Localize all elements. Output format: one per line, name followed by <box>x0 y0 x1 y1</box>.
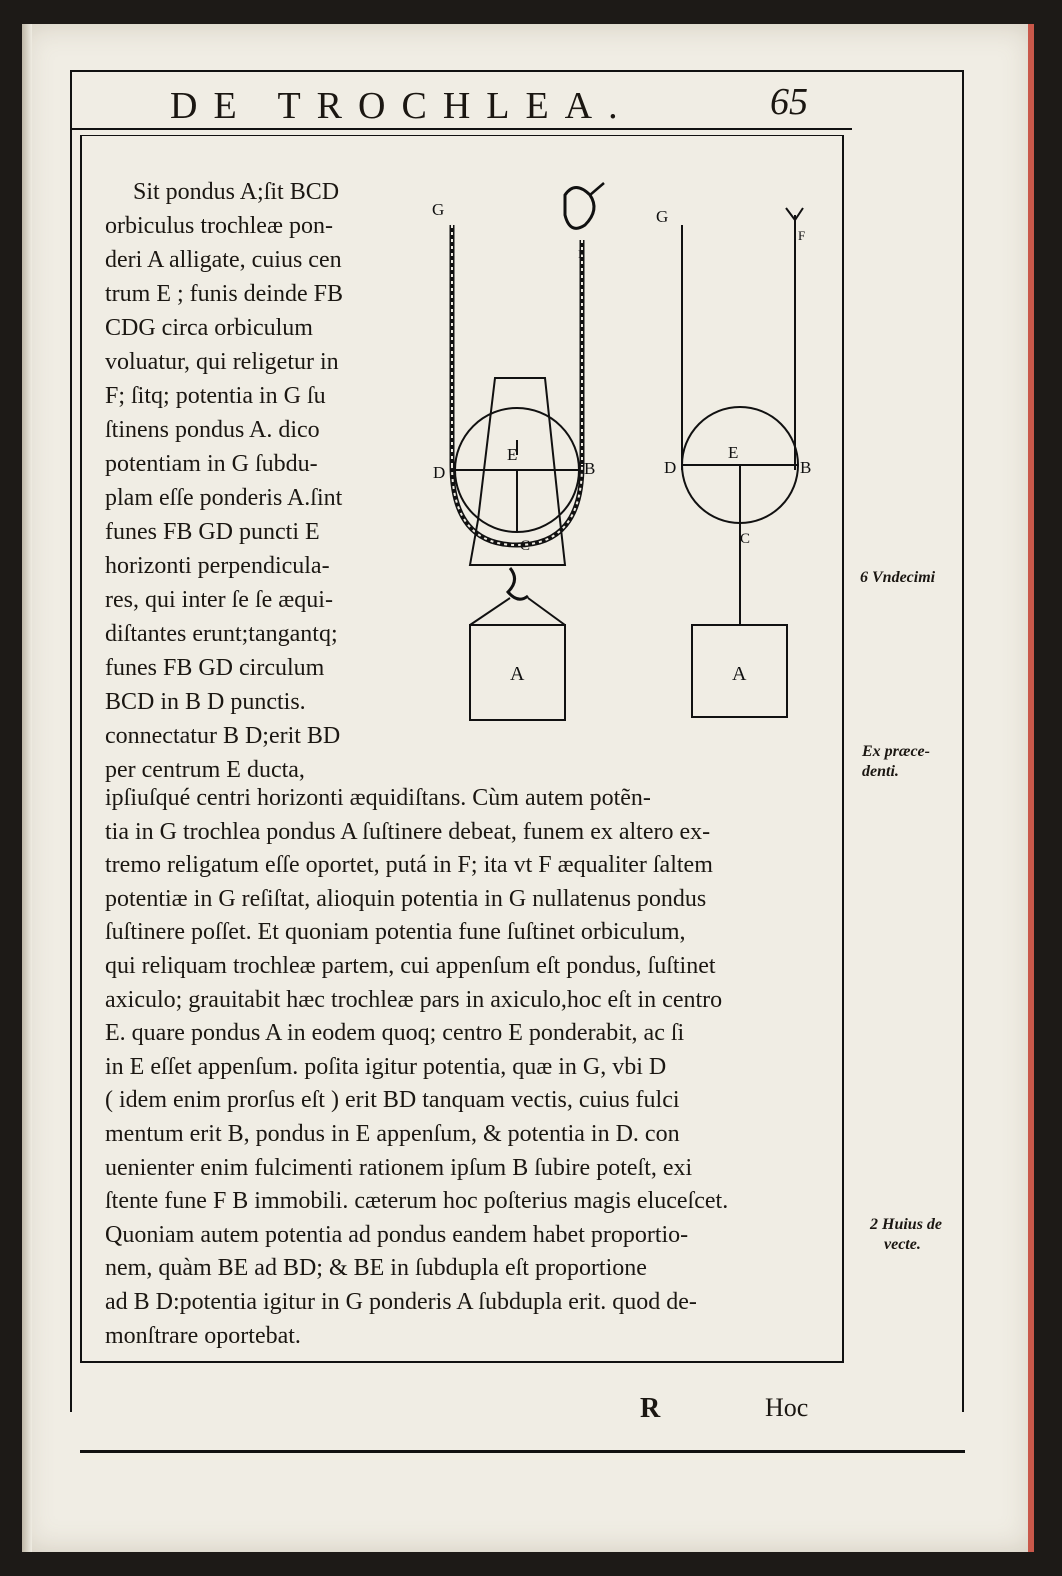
margin-note-3 <box>870 1215 942 1255</box>
text-line: connectatur B D;erit BD <box>105 723 341 749</box>
text-line: funes FB GD circulum <box>105 655 325 681</box>
right-label-d: D <box>664 458 677 477</box>
right-label-g: G <box>656 207 669 226</box>
text-line: monſtrare oportebat. <box>105 1322 301 1349</box>
margin-note-2-line-1: Ex præce- <box>862 743 930 760</box>
page-title: DE TROCHLEA. <box>170 85 634 127</box>
text-line: plam eſſe ponderis A.ſint <box>105 485 343 511</box>
text-line: ipſiuſqué centri horizonti æquidiſtans. Cùm autem potẽn- <box>105 785 651 811</box>
right-label-a: A <box>732 663 747 685</box>
text-line: funes FB GD puncti E <box>105 519 320 545</box>
text-line: ad B D:potentia igitur in G ponderis A ſubdupla erit. quod de- <box>105 1288 697 1315</box>
text-line: ſtente fune F B immobili. cæterum hoc poſterius magis eluceſcet. <box>105 1188 729 1215</box>
text-line: F; ſitq; potentia in G ſu <box>105 383 326 409</box>
right-label-e: E <box>728 443 739 462</box>
text-line: ſtinens pondus A. dico <box>105 417 320 443</box>
left-label-f: F <box>578 247 585 261</box>
text-line: E. quare pondus A in eodem quoq; centro E ponderabit, ac ſi <box>105 1020 685 1047</box>
text-line: ( idem enim prorſus eſt ) erit BD tanquam vectis, cuius fulci <box>105 1087 680 1114</box>
text-line: Quoniam autem potentia ad pondus eandem habet proportio- <box>105 1221 689 1248</box>
text-line: qui reliquam trochleæ partem, cui appenſum eſt pondus, ſuſtinet <box>105 952 716 979</box>
text-line: in E eſſet appenſum. poſita igitur potentia, quæ in G, vbi D <box>105 1053 667 1080</box>
left-label-c: C <box>520 538 531 554</box>
text-line: ſuſtinere poſſet. Et quoniam potentia fune ſuſtinet orbiculum, <box>105 919 686 946</box>
text-line: tia in G trochlea pondus A ſuſtinere debeat, funem ex altero ex- <box>105 818 711 845</box>
margin-note-1: 6 Vndecimi <box>860 569 936 586</box>
text-line: CDG circa orbiculum <box>105 315 313 341</box>
text-line: res, qui inter ſe ſe æqui- <box>105 587 333 613</box>
text-line: nem, quàm BE ad BD; & BE in ſubdupla eſt proportione <box>105 1255 647 1282</box>
text-line: BCD in B D punctis. <box>105 689 306 715</box>
margin-note-2-line-2: denti. <box>862 763 899 780</box>
text-line: trum E ; funis deinde FB <box>105 281 343 307</box>
text-line: axiculo; grauitabit hæc trochleæ pars in axiculo,hoc eſt in centro <box>105 986 723 1013</box>
lower-knot <box>508 568 528 599</box>
left-label-b: B <box>584 459 596 478</box>
left-pulley-figure <box>452 183 604 720</box>
page-number: 65 <box>770 81 808 123</box>
right-pulley-figure <box>682 208 806 717</box>
signature-mark: R <box>640 1393 661 1424</box>
full-width-text <box>105 782 855 1353</box>
left-label-a: A <box>510 663 525 685</box>
margin-note-3-line-1: 2 Huius de <box>870 1216 943 1233</box>
left-label-d: D <box>433 463 446 482</box>
text-line: horizonti perpendicula- <box>105 553 330 579</box>
right-label-f: F <box>798 228 806 243</box>
margin-note-2 <box>862 742 930 782</box>
text-line: uenienter enim fulcimenti rationem ipſum B ſubire poteſt, exi <box>105 1154 693 1181</box>
left-label-g: G <box>432 200 445 219</box>
right-label-c: C <box>740 531 751 547</box>
text-line: potentiæ in G reſiſtat, alioquin potentia in G nullatenus pondus <box>105 885 707 912</box>
text-line: potentiam in G ſubdu- <box>105 451 318 477</box>
text-line: orbiculus trochleæ pon- <box>105 213 333 239</box>
text-line: deri A alligate, cuius cen <box>105 247 342 273</box>
text-line: Sit pondus A;ſit BCD <box>133 179 340 205</box>
text-line: mentum erit B, pondus in E appenſum, & potentia in D. con <box>105 1120 680 1147</box>
text-line: tremo religatum eſſe oportet, putá in F; ita vt F æqualiter ſaltem <box>105 852 713 879</box>
catchword: Hoc <box>765 1393 809 1422</box>
right-label-b: B <box>800 458 812 477</box>
text-line: per centrum E ducta, <box>105 757 305 783</box>
top-knot <box>565 188 594 229</box>
margin-note-3-line-2: vecte. <box>884 1236 921 1253</box>
narrow-text-column <box>105 175 395 787</box>
text-line: diſtantes erunt;tangantq; <box>105 621 338 647</box>
left-label-e: E <box>507 445 518 464</box>
text-line: voluatur, qui religetur in <box>105 349 339 375</box>
